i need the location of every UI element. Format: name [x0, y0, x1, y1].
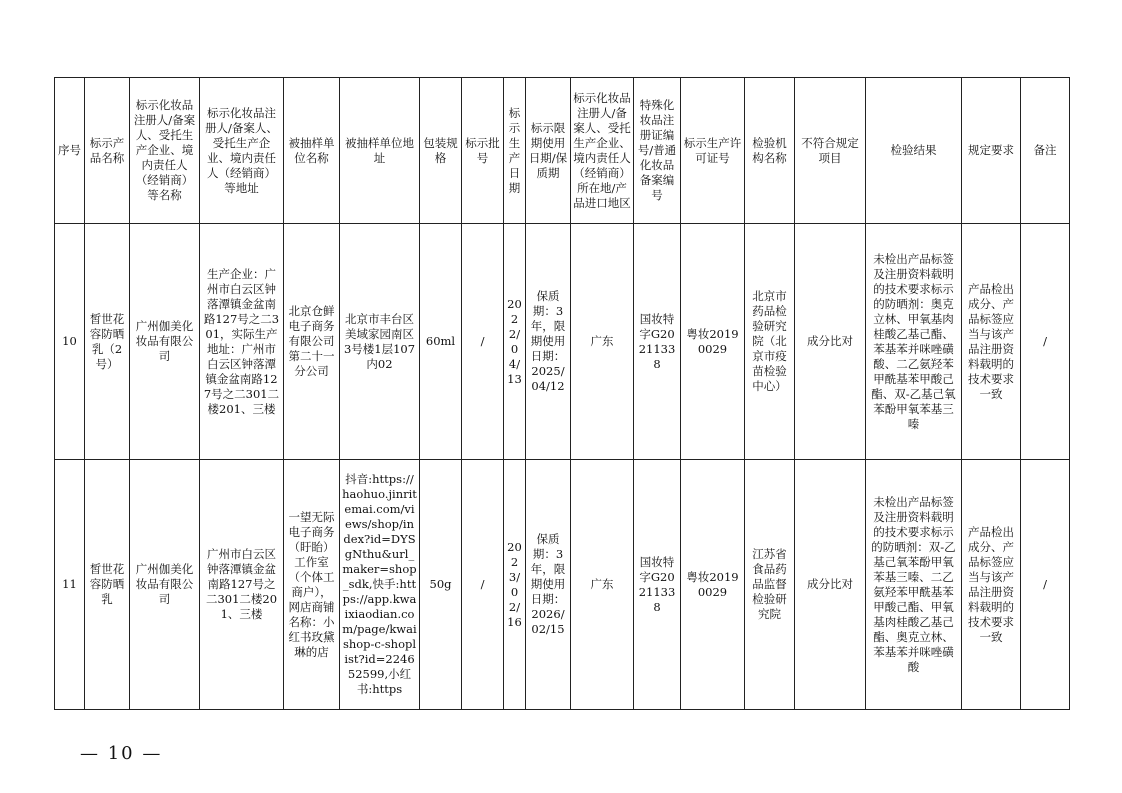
inspection-results-table	[54, 77, 1070, 710]
cell-seq: 10	[55, 224, 85, 460]
table-row	[55, 460, 1070, 710]
cell-result: 未检出产品标签及注册资料载明的技术要求标示的防晒剂：奥克立林、甲氧基肉桂酸乙基己酯、苯基苯并咪唑磺酸、二乙氨羟苯甲酰基苯甲酸己酯、双-乙基己氧苯酚甲氧苯基三嗪	[866, 224, 962, 460]
cell-requirement: 产品检出成分、产品标签应当与该产品注册资料载明的技术要求一致	[962, 224, 1021, 460]
cell-production-date: 2023/02/16	[504, 460, 526, 710]
header-cell-seq: 序号	[55, 78, 85, 224]
header-cell-spec: 包装规格	[420, 78, 462, 224]
cell-address: 生产企业：广州市白云区钟落潭镇金盆南路127号之二301，实际生产地址：广州市白云区钟落潭镇金盆南路127号之二301二楼201、三楼	[200, 224, 284, 460]
cell-requirement: 产品检出成分、产品标签应当与该产品注册资料载明的技术要求一致	[962, 460, 1021, 710]
page-number: — 10 —	[80, 743, 163, 764]
header-cell-requirement: 规定要求	[962, 78, 1021, 224]
cell-registration-no: 国妆特字G20211338	[634, 460, 681, 710]
cell-production-date: 2022/04/13	[504, 224, 526, 460]
cell-sampled-unit: 一望无际电子商务（盱眙）工作室（个体工商户），网店商铺名称：小红书玫黛琳的店	[284, 460, 340, 710]
header-cell-license-no: 标示生产许可证号	[681, 78, 745, 224]
cell-sampled-address: 北京市丰台区美域家园南区3号楼1层107内02	[340, 224, 420, 460]
cell-region: 广东	[571, 224, 634, 460]
header-cell-result: 检验结果	[866, 78, 962, 224]
cell-company: 广州伽美化妆品有限公司	[130, 224, 200, 460]
cell-lab: 江苏省食品药品监督检验研究院	[745, 460, 795, 710]
header-cell-sampled-address: 被抽样单位地址	[340, 78, 420, 224]
cell-expiry: 保质期：3年，限期使用日期：2025/04/12	[526, 224, 571, 460]
cell-failed-item: 成分比对	[795, 224, 866, 460]
cell-address: 广州市白云区钟落潭镇金盆南路127号之二301二楼201、三楼	[200, 460, 284, 710]
cell-company: 广州伽美化妆品有限公司	[130, 460, 200, 710]
cell-expiry: 保质期：3年，限期使用日期：2026/02/15	[526, 460, 571, 710]
header-cell-failed-item: 不符合规定项目	[795, 78, 866, 224]
cell-spec: 50g	[420, 460, 462, 710]
cell-license-no: 粤妆20190029	[681, 224, 745, 460]
cell-spec: 60ml	[420, 224, 462, 460]
header-cell-production-date: 标示生产日期	[504, 78, 526, 224]
cell-sampled-unit: 北京仓鲜电子商务有限公司第二十一分公司	[284, 224, 340, 460]
cell-sampled-address: 抖音:https://haohuo.jinritemai.com/views/shop/index?id=DYSgNthu&url_maker=shop_sdk,快手:https://app.kwaixiaodian.com/page/kwaishop-c-shoplist?id=224652599,小红书:https	[340, 460, 420, 710]
cell-batch: /	[462, 224, 504, 460]
cell-registration-no: 国妆特字G20211338	[634, 224, 681, 460]
header-row	[55, 78, 1070, 224]
cell-lab: 北京市药品检验研究院（北京市疫苗检验中心）	[745, 224, 795, 460]
cell-result: 未检出产品标签及注册资料载明的技术要求标示的防晒剂：双-乙基己氧苯酚甲氧苯基三嗪、二乙氨羟苯甲酰基苯甲酸己酯、甲氧基肉桂酸乙基己酯、奥克立林、苯基苯并咪唑磺酸	[866, 460, 962, 710]
table-row	[55, 224, 1070, 460]
header-cell-registration-no: 特殊化妆品注册证编号/普通化妆品备案编号	[634, 78, 681, 224]
cell-batch: /	[462, 460, 504, 710]
header-cell-batch: 标示批号	[462, 78, 504, 224]
cell-failed-item: 成分比对	[795, 460, 866, 710]
header-cell-region: 标示化妆品注册人/备案人、受托生产企业、境内责任人（经销商）所在地/产品进口地区	[571, 78, 634, 224]
header-cell-address: 标示化妆品注册人/备案人、受托生产企业、境内责任人（经销商）等地址	[200, 78, 284, 224]
header-cell-sampled-unit: 被抽样单位名称	[284, 78, 340, 224]
cell-seq: 11	[55, 460, 85, 710]
cell-note: /	[1021, 460, 1070, 710]
header-cell-company: 标示化妆品注册人/备案人、受托生产企业、境内责任人（经销商）等名称	[130, 78, 200, 224]
cell-region: 广东	[571, 460, 634, 710]
header-cell-product: 标示产品名称	[85, 78, 130, 224]
cell-product: 皙世花容防晒乳（2号）	[85, 224, 130, 460]
header-cell-lab: 检验机构名称	[745, 78, 795, 224]
cell-note: /	[1021, 224, 1070, 460]
cell-product: 皙世花容防晒乳	[85, 460, 130, 710]
header-cell-note: 备注	[1021, 78, 1070, 224]
cell-license-no: 粤妆20190029	[681, 460, 745, 710]
header-cell-expiry: 标示限期使用日期/保质期	[526, 78, 571, 224]
